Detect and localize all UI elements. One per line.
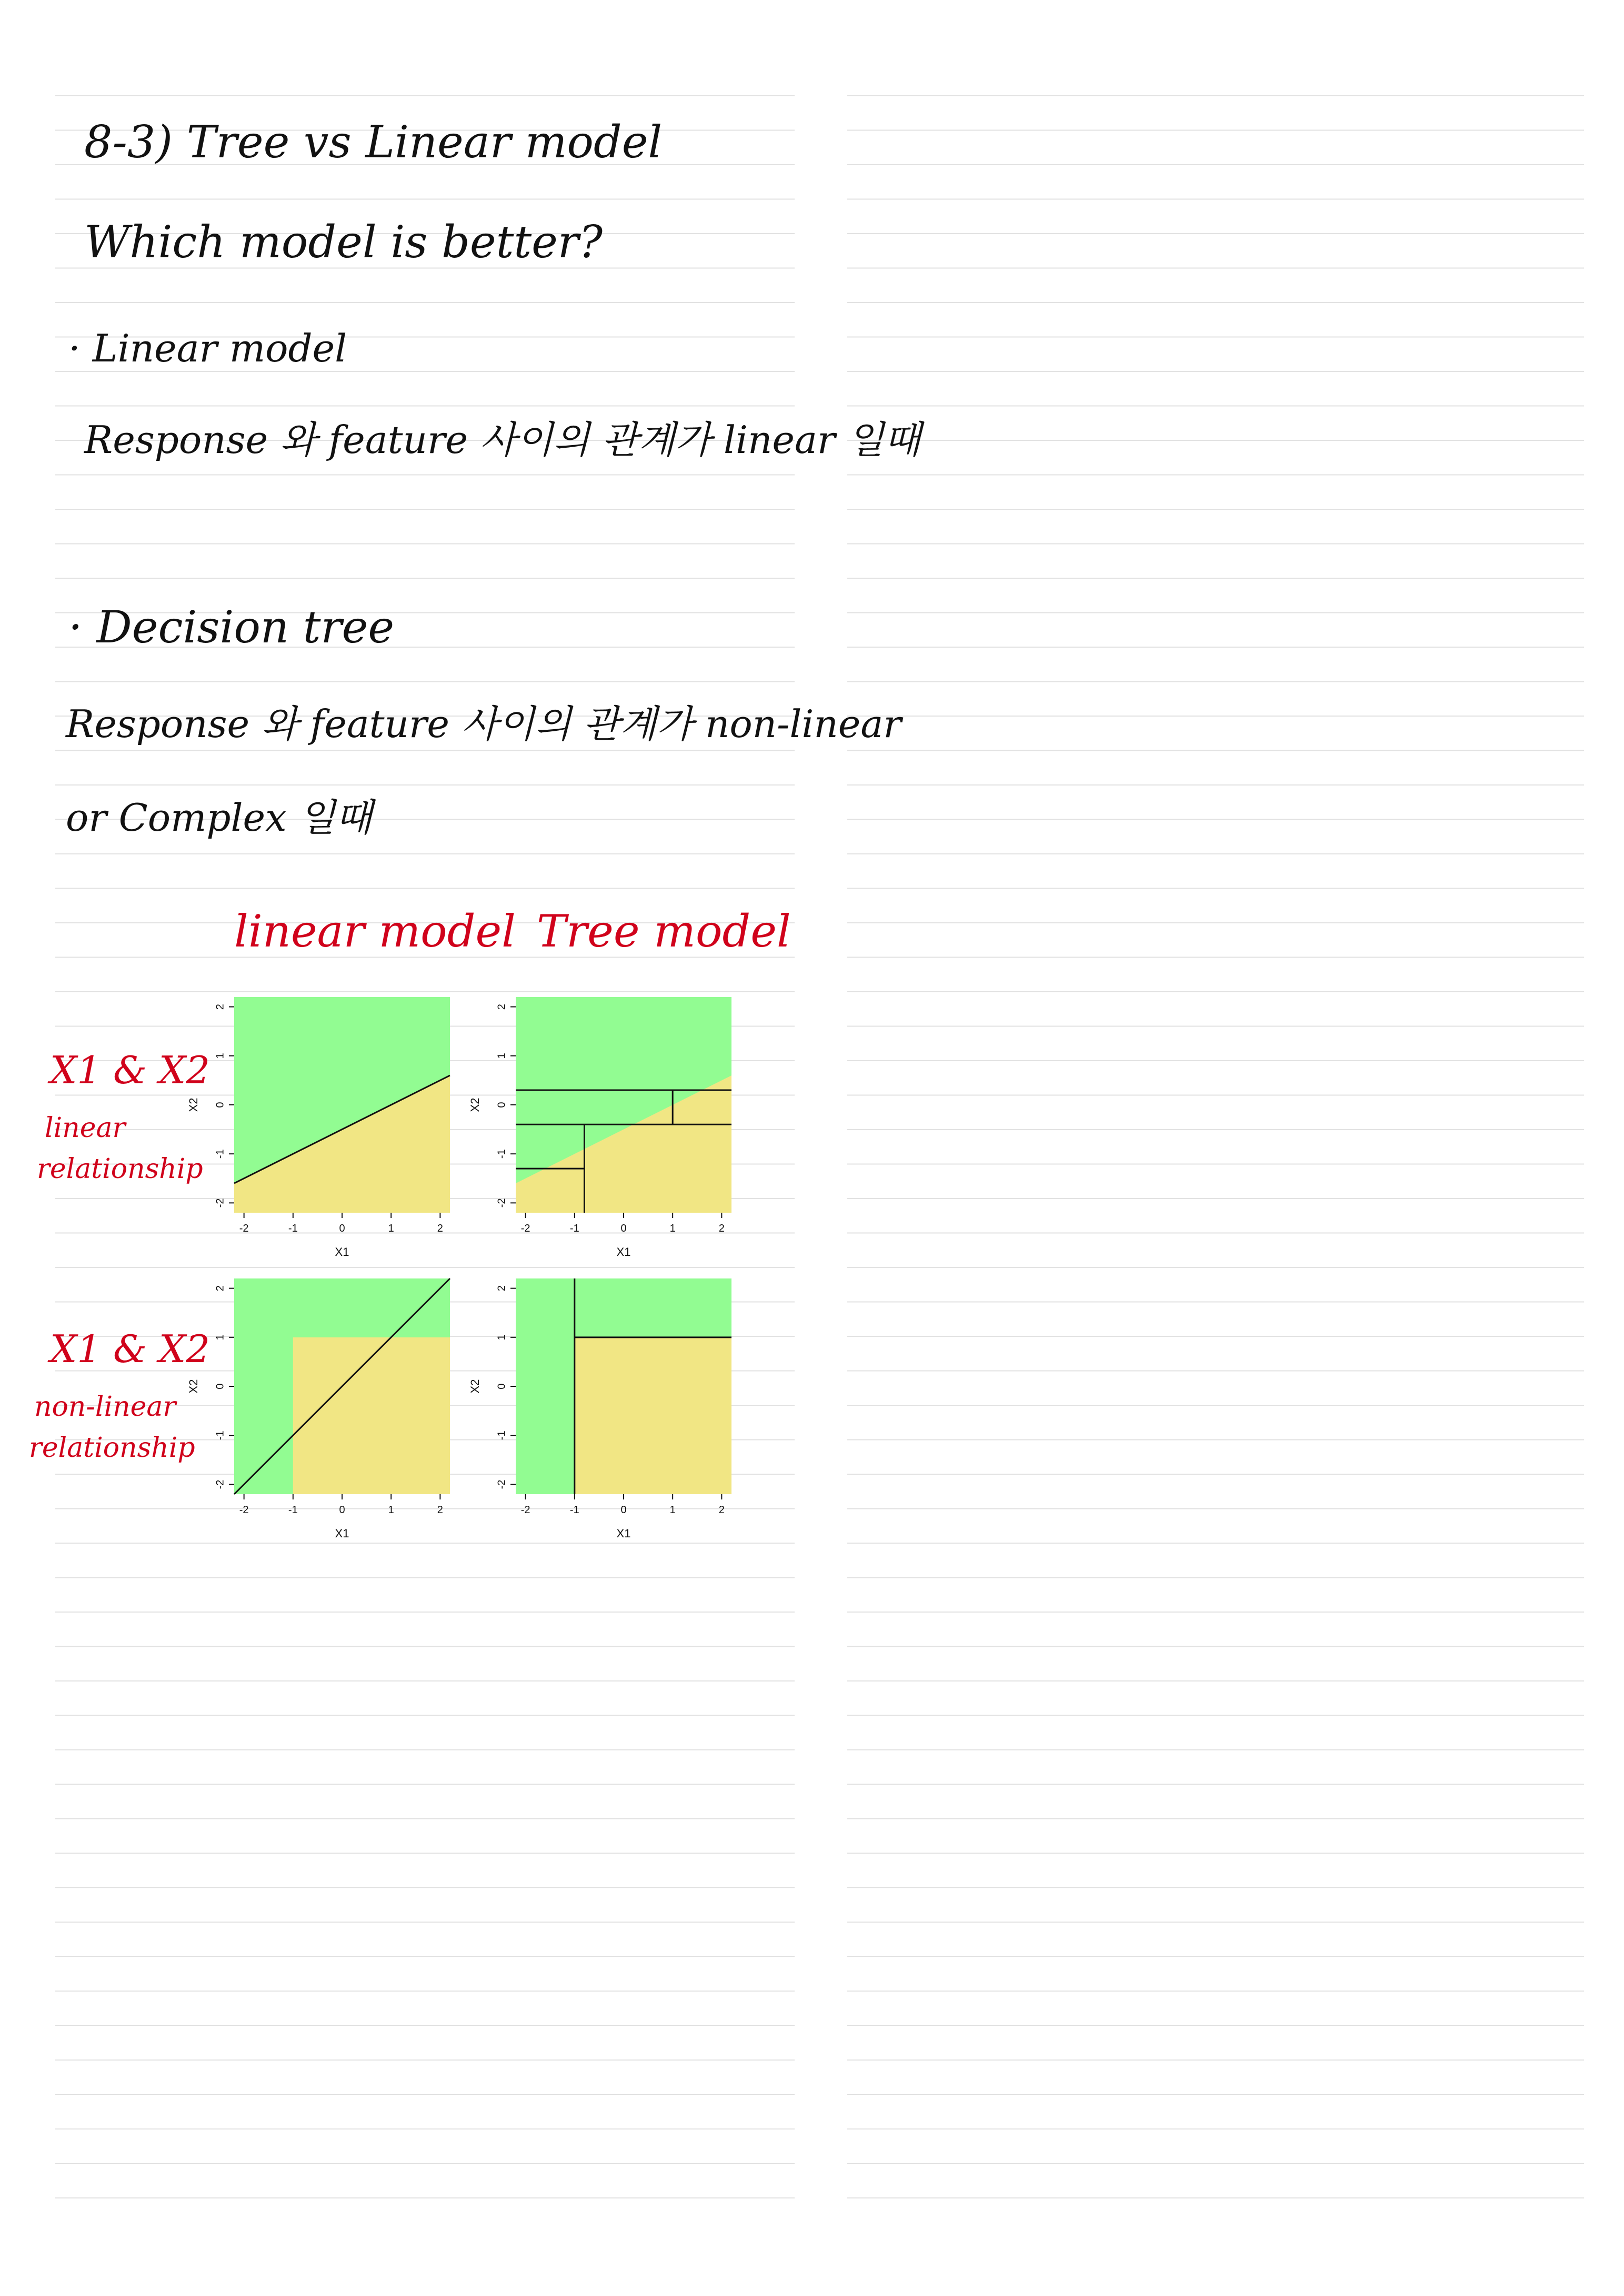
x-tick-label-4: 2 (437, 1504, 443, 1516)
x-tick-label-0: -2 (239, 1504, 249, 1516)
y-tick-label-2: 0 (496, 1383, 508, 1389)
region-yellow (575, 1337, 731, 1494)
linear-model-description: Response 와 feature 사이의 관계가 linear 일때 (84, 418, 921, 462)
y-tick-label-0: -2 (496, 1198, 508, 1208)
bullet-linear-model: · Linear model (68, 326, 347, 370)
y-tick-label-4: 2 (496, 1004, 508, 1010)
x-tick-label-4: 2 (718, 1504, 725, 1516)
x-tick-label-2: 0 (339, 1504, 345, 1516)
plot-svg-4 (455, 1260, 739, 1544)
x-tick-label-4: 2 (718, 1223, 725, 1234)
plot-svg-2 (455, 979, 739, 1263)
x-tick-label-3: 1 (669, 1504, 676, 1516)
y-tick-label-0: -2 (214, 1479, 226, 1489)
x-tick-label-1: -1 (569, 1223, 579, 1234)
y-tick-label-2: 0 (214, 1383, 226, 1389)
x-axis-label: X1 (335, 1245, 349, 1258)
x-tick-label-0: -2 (520, 1504, 530, 1516)
y-axis-label: X2 (468, 1097, 482, 1112)
x-axis-label: X1 (335, 1527, 349, 1540)
y-tick-label-0: -2 (214, 1198, 226, 1208)
x-tick-label-1: -1 (288, 1223, 298, 1234)
column-label-tree-model: Tree model (537, 905, 791, 957)
plot-svg-1 (174, 979, 458, 1263)
y-tick-label-3: 1 (496, 1053, 508, 1059)
x-axis-label: X1 (616, 1245, 631, 1258)
row2-label-non-linear: non-linear (34, 1391, 176, 1423)
row2-label-variables: X1 & X2 (50, 1327, 210, 1371)
y-tick-label-3: 1 (214, 1053, 226, 1059)
y-tick-label-1: -1 (214, 1149, 226, 1159)
plot-linear-relationship-tree-model (455, 979, 739, 1263)
row1-label-variables: X1 & X2 (50, 1048, 210, 1092)
question: Which model is better? (84, 216, 603, 268)
y-tick-label-2: 0 (496, 1102, 508, 1108)
plot-nonlinear-relationship-linear-model (174, 1260, 458, 1544)
x-tick-label-2: 0 (620, 1223, 627, 1234)
x-tick-label-1: -1 (288, 1504, 298, 1516)
y-axis-label: X2 (187, 1097, 200, 1112)
y-axis-label: X2 (468, 1379, 482, 1394)
heading: 8-3) Tree vs Linear model (84, 116, 663, 168)
row1-label-relationship: relationship (37, 1153, 203, 1185)
y-axis-label: X2 (187, 1379, 200, 1394)
x-tick-label-1: -1 (569, 1504, 579, 1516)
bullet-decision-tree: · Decision tree (68, 601, 395, 653)
x-tick-label-3: 1 (388, 1504, 394, 1516)
y-tick-label-1: -1 (496, 1431, 508, 1441)
plot-linear-relationship-linear-model (174, 979, 458, 1263)
x-tick-label-3: 1 (669, 1223, 676, 1234)
region-yellow (293, 1337, 450, 1494)
y-tick-label-1: -1 (214, 1431, 226, 1441)
row2-label-relationship: relationship (29, 1432, 195, 1464)
y-tick-label-3: 1 (214, 1334, 226, 1341)
y-tick-label-1: -1 (496, 1149, 508, 1159)
x-tick-label-0: -2 (239, 1223, 249, 1234)
x-tick-label-2: 0 (339, 1223, 345, 1234)
y-tick-label-4: 2 (214, 1285, 226, 1292)
x-tick-label-0: -2 (520, 1223, 530, 1234)
tree-description-line2: or Complex 일때 (66, 795, 372, 840)
x-tick-label-4: 2 (437, 1223, 443, 1234)
plot-svg-3 (174, 1260, 458, 1544)
x-tick-label-2: 0 (620, 1504, 627, 1516)
row1-label-linear: linear (45, 1112, 126, 1144)
y-tick-label-4: 2 (496, 1285, 508, 1292)
y-tick-label-0: -2 (496, 1479, 508, 1489)
y-tick-label-3: 1 (496, 1334, 508, 1341)
column-label-linear-model: linear model (234, 905, 516, 957)
x-tick-label-3: 1 (388, 1223, 394, 1234)
y-tick-label-2: 0 (214, 1102, 226, 1108)
y-tick-label-4: 2 (214, 1004, 226, 1010)
tree-description-line1: Response 와 feature 사이의 관계가 non-linear (66, 702, 901, 746)
x-axis-label: X1 (616, 1527, 631, 1540)
plot-nonlinear-relationship-tree-model (455, 1260, 739, 1544)
